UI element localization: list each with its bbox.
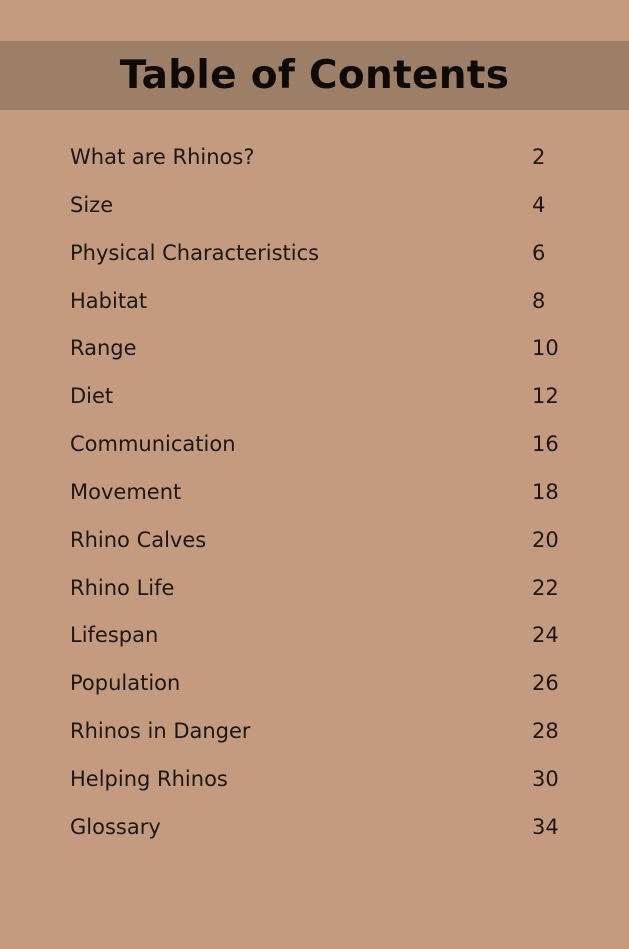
toc-entry-page-number: 26 bbox=[532, 671, 559, 696]
toc-entry[interactable] bbox=[70, 612, 560, 660]
toc-entry[interactable] bbox=[70, 278, 560, 326]
toc-entry-page-number: 28 bbox=[532, 719, 559, 744]
toc-entry-title: What are Rhinos? bbox=[70, 145, 255, 169]
toc-entry-title: Rhinos in Danger bbox=[70, 719, 251, 744]
toc-entry[interactable] bbox=[70, 565, 560, 613]
toc-entry-title: Helping Rhinos bbox=[70, 766, 228, 791]
toc-entry[interactable] bbox=[70, 708, 560, 756]
toc-entry-title: Movement bbox=[70, 479, 182, 504]
toc-entry-page-number: 18 bbox=[532, 479, 559, 504]
toc-entry-page-number: 20 bbox=[532, 527, 559, 552]
toc-entry-page-number: 6 bbox=[532, 240, 546, 265]
toc-entry[interactable] bbox=[70, 517, 560, 565]
toc-entry[interactable] bbox=[70, 373, 560, 421]
toc-entry-page-number: 2 bbox=[532, 145, 546, 169]
table-of-contents-list bbox=[70, 134, 560, 852]
toc-entry-page-number: 10 bbox=[532, 336, 559, 361]
title-band bbox=[0, 41, 629, 110]
toc-entry[interactable] bbox=[70, 804, 560, 852]
toc-entry-title: Communication bbox=[70, 432, 236, 457]
toc-entry-title: Rhino Life bbox=[70, 575, 175, 600]
toc-entry-page-number: 30 bbox=[532, 766, 559, 791]
toc-entry-page-number: 16 bbox=[532, 432, 559, 457]
toc-entry-page-number: 22 bbox=[532, 575, 559, 600]
toc-entry-page-number: 34 bbox=[532, 814, 559, 839]
toc-entry[interactable] bbox=[70, 421, 560, 469]
toc-entry-page-number: 8 bbox=[532, 288, 546, 313]
toc-entry[interactable] bbox=[70, 325, 560, 373]
toc-entry-title: Glossary bbox=[70, 814, 161, 839]
toc-entry[interactable] bbox=[70, 660, 560, 708]
toc-entry-title: Habitat bbox=[70, 288, 148, 313]
toc-entry[interactable] bbox=[70, 469, 560, 517]
toc-entry-page-number: 12 bbox=[532, 384, 559, 409]
toc-entry-title: Diet bbox=[70, 384, 114, 409]
toc-entry-title: Physical Characteristics bbox=[70, 240, 320, 265]
toc-entry[interactable] bbox=[70, 756, 560, 804]
toc-entry[interactable] bbox=[70, 182, 560, 230]
toc-entry[interactable] bbox=[70, 134, 560, 182]
page-title: Table of Contents bbox=[119, 53, 510, 98]
toc-entry-title: Population bbox=[70, 671, 181, 696]
toc-entry-page-number: 24 bbox=[532, 623, 559, 648]
toc-entry[interactable] bbox=[70, 230, 560, 278]
toc-entry-title: Rhino Calves bbox=[70, 527, 207, 552]
toc-entry-title: Lifespan bbox=[70, 623, 159, 648]
toc-entry-title: Range bbox=[70, 336, 137, 361]
toc-entry-page-number: 4 bbox=[532, 192, 546, 217]
toc-entry-title: Size bbox=[70, 192, 114, 217]
